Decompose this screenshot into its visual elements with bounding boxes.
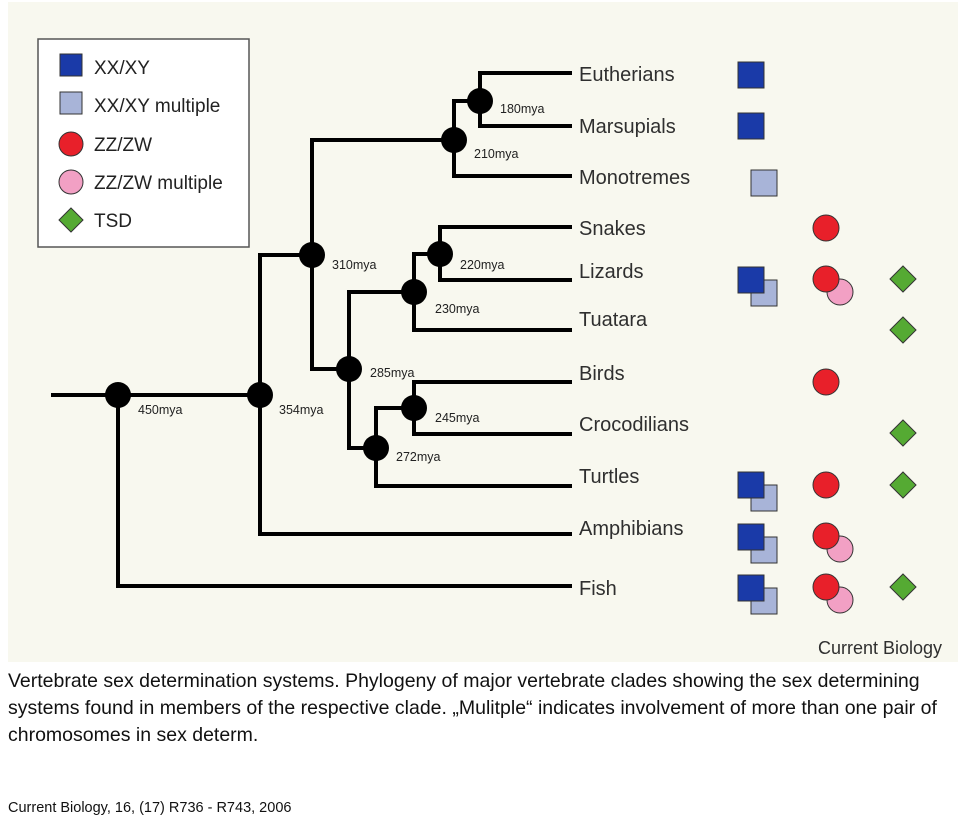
age-label: 285mya <box>370 366 415 380</box>
taxon-label: Snakes <box>579 218 646 240</box>
source-label: Current Biology <box>818 638 943 658</box>
node-210mya <box>441 127 467 153</box>
age-label: 220mya <box>460 258 505 272</box>
taxon-label: Birds <box>579 363 625 385</box>
taxon-label: Fish <box>579 578 617 600</box>
node-230mya <box>401 279 427 305</box>
taxon-label: Lizards <box>579 261 644 283</box>
legend <box>38 39 249 247</box>
taxon-label: Eutherians <box>579 64 675 86</box>
age-label: 272mya <box>396 450 441 464</box>
dark-blue-square-icon <box>738 267 764 293</box>
taxon-label: Tuatara <box>579 309 648 331</box>
taxon-label: Crocodilians <box>579 414 690 436</box>
green-diamond-icon <box>890 574 916 600</box>
taxon-label: Amphibians <box>579 518 684 540</box>
taxon-label: Marsupials <box>579 116 676 138</box>
dark-blue-square-icon <box>738 575 764 601</box>
node-272mya <box>363 435 389 461</box>
dark-blue-square-icon <box>738 113 764 139</box>
age-label: 180mya <box>500 102 545 116</box>
red-circle-icon <box>813 215 839 241</box>
system-markers <box>738 62 916 614</box>
taxon-labels <box>579 64 690 600</box>
node-285mya <box>336 356 362 382</box>
green-diamond-icon <box>890 420 916 446</box>
red-circle-icon <box>59 132 83 156</box>
legend-label-xx-xy-multiple: XX/XY multiple <box>94 96 221 117</box>
green-diamond-icon <box>890 472 916 498</box>
legend-label-zz-zw-multiple: ZZ/ZW multiple <box>94 173 223 194</box>
green-diamond-icon <box>890 317 916 343</box>
age-label: 230mya <box>435 302 480 316</box>
light-blue-square-icon <box>60 92 82 114</box>
node-180mya <box>467 88 493 114</box>
citation: Current Biology, 16, (17) R736 - R743, 2006 <box>8 800 292 816</box>
taxon-label: Turtles <box>579 466 640 488</box>
phylogeny-tree <box>8 2 958 662</box>
dark-blue-square-icon <box>738 62 764 88</box>
node-450mya <box>105 382 131 408</box>
light-blue-square-icon <box>751 170 777 196</box>
age-label: 210mya <box>474 147 519 161</box>
red-circle-icon <box>813 523 839 549</box>
dark-blue-square-icon <box>738 524 764 550</box>
dark-blue-square-icon <box>60 54 82 76</box>
pink-circle-icon <box>59 170 83 194</box>
red-circle-icon <box>813 472 839 498</box>
red-circle-icon <box>813 574 839 600</box>
legend-label-zz-zw: ZZ/ZW <box>94 135 153 156</box>
dark-blue-square-icon <box>738 472 764 498</box>
node-354mya <box>247 382 273 408</box>
age-label: 354mya <box>279 403 324 417</box>
green-diamond-icon <box>890 266 916 292</box>
legend-label-xx-xy: XX/XY <box>94 58 150 79</box>
age-label: 245mya <box>435 411 480 425</box>
legend-label-tsd: TSD <box>94 211 132 232</box>
node-220mya <box>427 241 453 267</box>
red-circle-icon <box>813 266 839 292</box>
red-circle-icon <box>813 369 839 395</box>
node-310mya <box>299 242 325 268</box>
node-245mya <box>401 395 427 421</box>
age-label: 310mya <box>332 258 377 272</box>
figure-caption: Vertebrate sex determination systems. Phylogeny of major vertebrate clades showing the sex determining systems found in members of the respective clade. „Mulitple“ indicates involvement of more than one pair of chromosomes in sex determ. <box>8 670 937 746</box>
age-label: 450mya <box>138 403 183 417</box>
phylogeny-figure <box>8 2 958 662</box>
taxon-label: Monotremes <box>579 167 691 189</box>
